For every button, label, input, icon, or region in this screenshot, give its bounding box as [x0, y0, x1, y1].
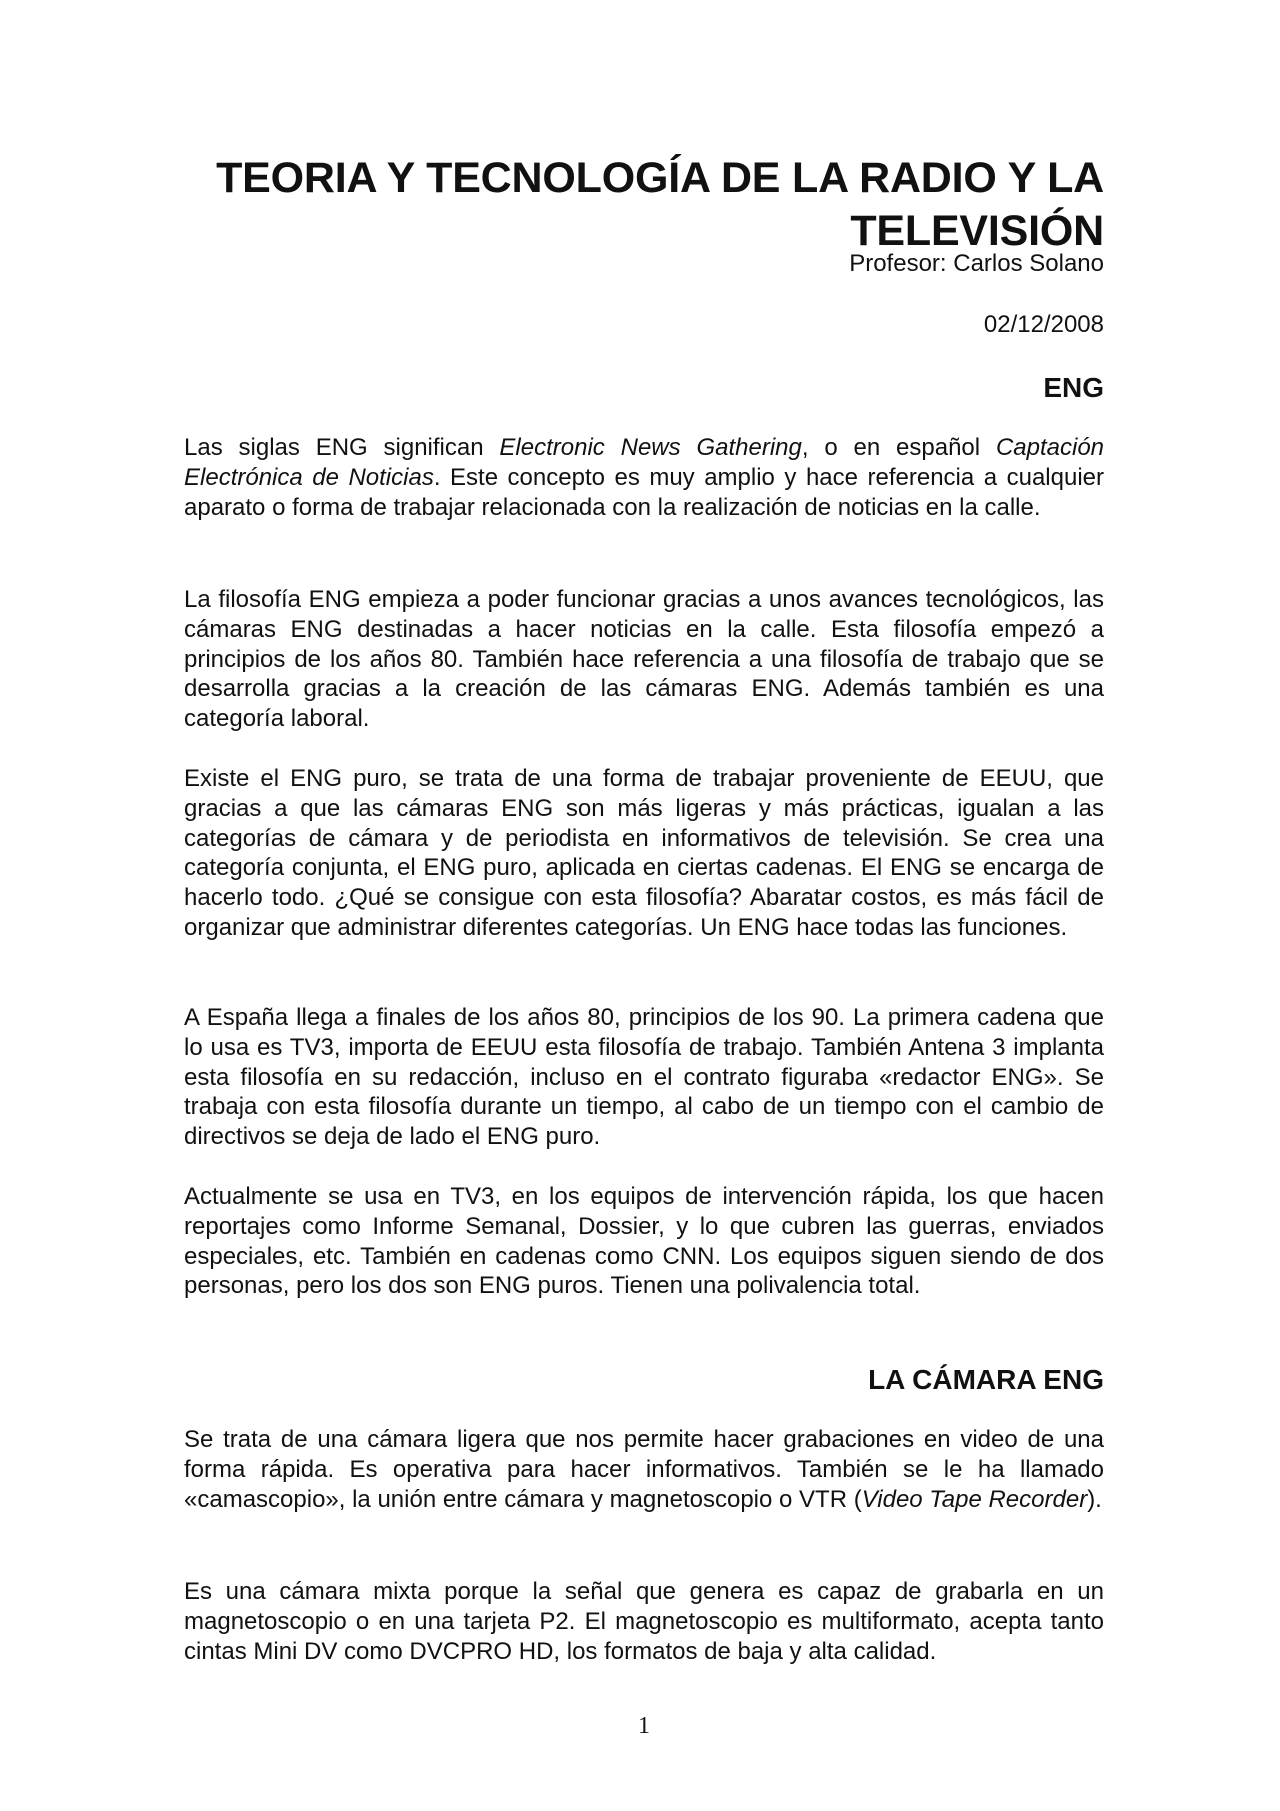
paragraph-text: Las siglas ENG significan [184, 434, 500, 461]
paragraph-text: . Este concepto es muy amplio y hace referencia a cualquier aparato o forma de trabajar relacionada con la realización de noticias en la calle. [184, 463, 1105, 521]
section-heading-camara-eng: LA CÁMARA ENG [868, 1364, 1104, 1395]
paragraph-text: Se trata de una cámara ligera que nos permite hacer grabaciones en video de una forma rápida. Es operativa para hacer informativos. También se le ha llamado «camascopio», la unión entre cámara y magnetoscopio o VTR ( [184, 1426, 1104, 1513]
italic-term: Electronic News Gathering [499, 434, 802, 461]
paragraph-text: ). [1087, 1485, 1102, 1513]
page-number: 1 [638, 1713, 650, 1739]
paragraph-eng-puro: Existe el ENG puro, se trata de una forma de trabajar proveniente de EEUU, que gracias a que las cámaras ENG son más ligeras y más prácticas, igualan a las categorías de cámara y de periodista en informativos de televisión. Se crea una categoría conjunta, el ENG puro, aplicada en ciertas cadenas. El ENG se encarga de hacerlo todo. ¿Qué se consigue con esta filosofía? Abaratar costos, es más fácil de organizar que administrar diferentes categorías. Un ENG hace todas las funciones. [184, 765, 1104, 941]
paragraph-camara-definition [184, 1425, 1104, 1514]
paragraph-eng-current: Actualmente se usa en TV3, en los equipos de intervención rápida, los que hacen reportajes como Informe Semanal, Dossier, y lo que cubren las guerras, enviados especiales, etc. También en cadenas como CNN. Los equipos siguen siendo de dos personas, pero los dos son ENG puros. Tienen una polivalencia total. [184, 1183, 1104, 1300]
italic-term: Video Tape Recorder [861, 1485, 1088, 1513]
paragraph-eng-definition [184, 433, 1104, 522]
paragraph-camara-mixta: Es una cámara mixta porque la señal que genera es capaz de grabarla en un magnetoscopio o en una tarjeta P2. El magnetoscopio es multiformato, acepta tanto cintas Mini DV como DVCPRO HD, los formatos de baja y alta calidad. [184, 1578, 1104, 1665]
document-date: 02/12/2008 [983, 311, 1104, 338]
section-heading-eng: ENG [1043, 372, 1104, 403]
italic-term: Captación Electrónica de Noticias [184, 434, 1105, 491]
document-title: TEORIA Y TECNOLOGÍA DE LA RADIO Y LA TELEVISIÓN [216, 154, 1104, 255]
paragraph-text: , o en español [801, 434, 996, 461]
professor-line: Profesor: Carlos Solano [849, 250, 1104, 277]
paragraph-eng-spain: A España llega a finales de los años 80, principios de los 90. La primera cadena que lo usa es TV3, importa de EEUU esta filosofía de trabajo. También Antena 3 implanta esta filosofía en su redacción, incluso en el contrato figuraba «redactor ENG». Se trabaja con esta filosofía durante un tiempo, al cabo de un tiempo con el cambio de directivos se deja de lado el ENG puro. [184, 1004, 1104, 1151]
document-page [184, 0, 1104, 1811]
paragraph-eng-philosophy: La filosofía ENG empieza a poder funcionar gracias a unos avances tecnológicos, las cámaras ENG destinadas a hacer noticias en la calle. Esta filosofía empezó a principios de los años 80. También hace referencia a una filosofía de trabajo que se desarrolla gracias a la creación de las cámaras ENG. Además también es una categoría laboral. [184, 586, 1104, 733]
